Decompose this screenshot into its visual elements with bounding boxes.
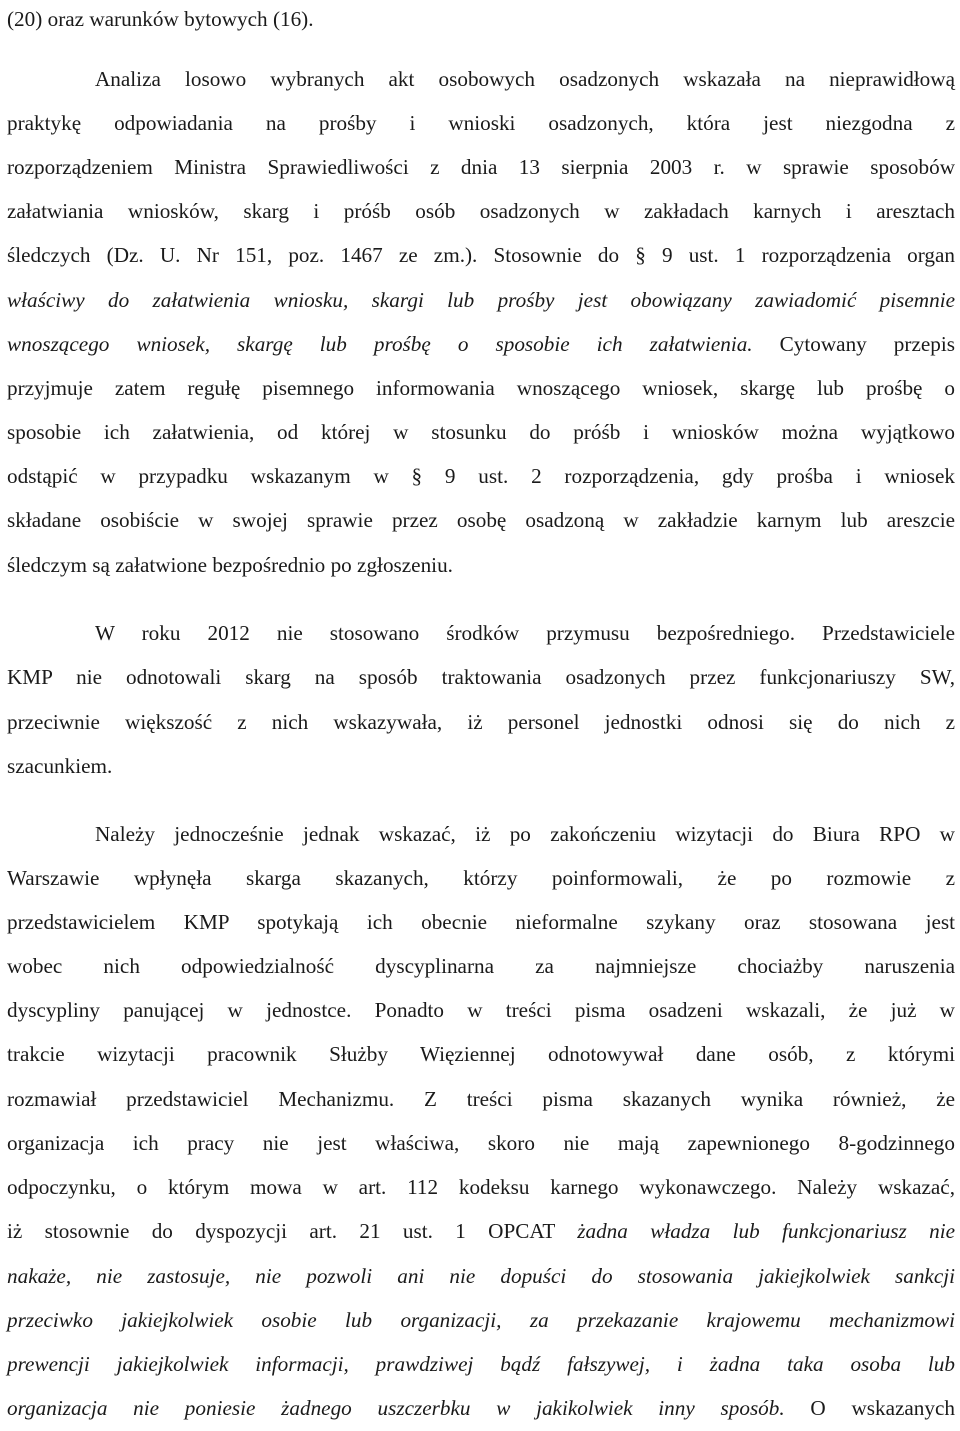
paragraph-line: Należy jednocześnie jednak wskazać, iż po zakończeniu wizytacji do Biura RPO w [95,822,955,846]
paragraph-line [7,1393,955,1423]
paragraph-line: trakcie wizytacji pracownik Służby Więziennej odnotowywał dane osób, z którymi [7,1042,955,1066]
paragraph-line: szacunkiem. [7,754,113,778]
paragraph-line: nakaże, nie zastosuje, nie pozwoli ani nie dopuści do stosowania jakiejkolwiek sankcji [7,1264,955,1288]
paragraph-line: przeciwnie większość z nich wskazywała, iż personel jednostki odnosi się do nich z [7,710,955,734]
line-tail: O wskazanych [784,1396,955,1420]
italic-quote: żadna władza lub funkcjonariusz nie [577,1219,955,1243]
paragraph-line: organizacja ich pracy nie jest właściwa, skoro nie mają zapewnionego 8-godzinnego [7,1131,955,1155]
paragraph-line [7,1216,955,1246]
paragraph-line: odstąpić w przypadku wskazanym w § 9 ust. 2 rozporządzenia, gdy prośba i wniosek [7,464,955,488]
paragraph-line: składane osobiście w swojej sprawie przez osobę osadzoną w zakładzie karnym lub areszcie [7,508,955,532]
paragraph-line: przyjmuje zatem regułę pisemnego informowania wnoszącego wniosek, skargę lub prośbę o [7,376,955,400]
paragraph-line: śledczych (Dz. U. Nr 151, poz. 1467 ze zm.). Stosownie do § 9 ust. 1 rozporządzenia organ [7,243,955,267]
line-head: iż stosownie do dyspozycji art. 21 ust. 1 OPCAT [7,1219,578,1243]
paragraph-line: Warszawie wpłynęła skarga skazanych, którzy poinformowali, że po rozmowie z [7,866,955,890]
paragraph-line: wobec nich odpowiedzialność dyscyplinarna za najmniejsze chociażby naruszenia [7,954,955,978]
paragraph-line: rozporządzeniem Ministra Sprawiedliwości z dnia 13 sierpnia 2003 r. w sprawie sposobów [7,155,955,179]
paragraph-line [7,329,955,359]
italic-quote: organizacja nie poniesie żadnego uszczerbku w jakikolwiek inny sposób. [7,1396,785,1420]
paragraph-line: odpoczynku, o którym mowa w art. 112 kodeksu karnego wykonawczego. Należy wskazać, [7,1175,955,1199]
paragraph-line: załatwiania wniosków, skarg i próśb osób osadzonych w zakładach karnych i aresztach [7,199,955,223]
paragraph-line: sposobie ich załatwienia, od której w stosunku do próśb i wniosków można wyjątkowo [7,420,955,444]
italic-quote: wnoszącego wniosek, skargę lub prośbę o sposobie ich załatwienia. [7,332,753,356]
line-tail: Cytowany przepis [752,332,955,356]
paragraph-line: Analiza losowo wybranych akt osobowych osadzonych wskazała na nieprawidłową [95,67,955,91]
paragraph-line: W roku 2012 nie stosowano środków przymusu bezpośredniego. Przedstawiciele [95,621,955,645]
paragraph-line: praktykę odpowiadania na prośby i wnioski osadzonych, która jest niezgodna z [7,111,955,135]
paragraph-line: przeciwko jakiejkolwiek osobie lub organizacji, za przekazanie krajowemu mechanizmowi [7,1308,955,1332]
paragraph-line: śledczym są załatwione bezpośrednio po zgłoszeniu. [7,553,453,577]
paragraph-line: rozmawiał przedstawiciel Mechanizmu. Z treści pisma skazanych wynika również, że [7,1087,955,1111]
paragraph-line: (20) oraz warunków bytowych (16). [7,7,314,31]
paragraph-line: KMP nie odnotowali skarg na sposób traktowania osadzonych przez funkcjonariuszy SW, [7,665,955,689]
paragraph-line: przedstawicielem KMP spotykają ich obecnie nieformalne szykany oraz stosowana jest [7,910,955,934]
paragraph-line: właściwy do załatwienia wniosku, skargi lub prośby jest obowiązany zawiadomić pisemnie [7,288,955,312]
paragraph-line: dyscypliny panującej w jednostce. Ponadto w treści pisma osadzeni wskazali, że już w [7,998,955,1022]
paragraph-line: prewencji jakiejkolwiek informacji, prawdziwej bądź fałszywej, i żadna taka osoba lub [7,1352,955,1376]
